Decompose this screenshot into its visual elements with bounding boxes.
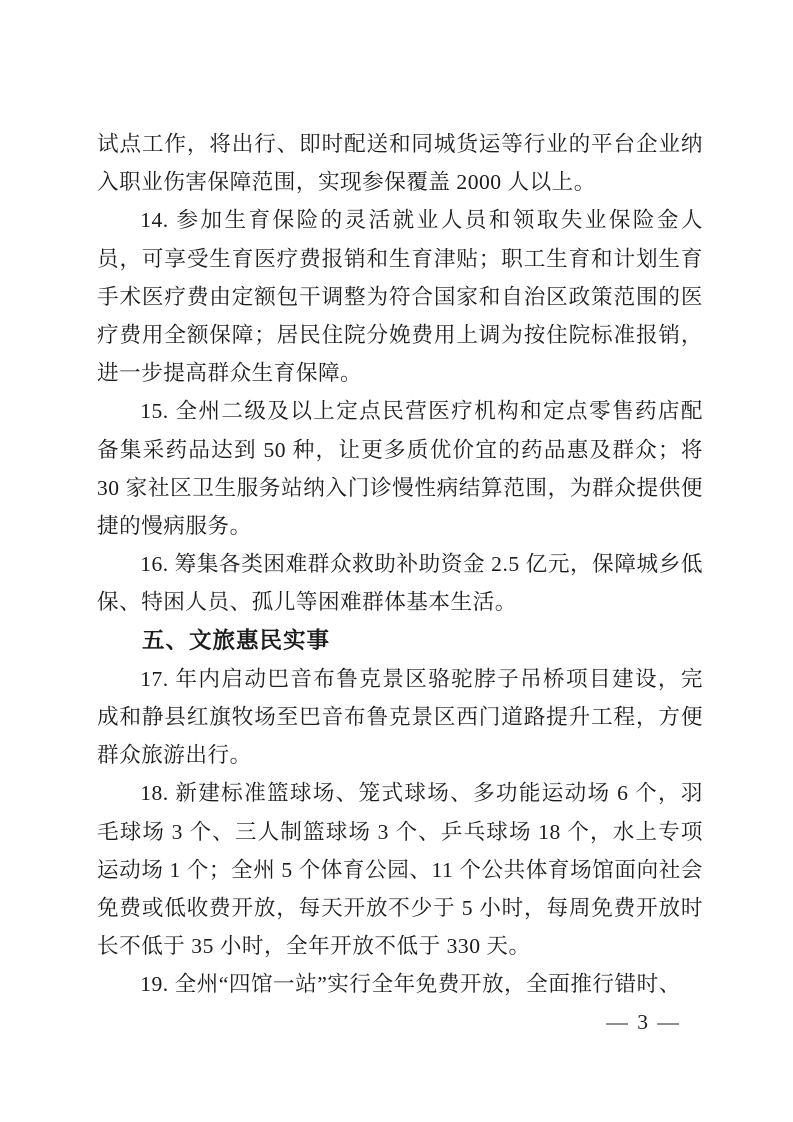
paragraph-item-18: 18. 新建标准篮球场、笼式球场、多功能运动场 6 个，羽毛球场 3 个、三人制篮球场 3 个、乒乓球场 18 个，水上专项运动场 1 个；全州 5 个体育公园、11 个公共体育场馆面向社会免费或低收费开放，每天开放不少于 5 小时，每周免费开放时长不低于 35 小时，全年开放不低于 330 天。 <box>97 781 703 959</box>
page-number: — 3 — <box>606 1010 681 1034</box>
paragraph-item-16: 16. 筹集各类困难群众救助补助资金 2.5 亿元，保障城乡低保、特困人员、孤儿等困难群体基本生活。 <box>97 552 703 615</box>
paragraph-item-17: 17. 年内启动巴音布鲁克景区骆驼脖子吊桥项目建设，完成和静县红旗牧场至巴音布鲁克景区西门道路提升工程，方便群众旅游出行。 <box>97 666 703 768</box>
paragraph-item-14: 14. 参加生育保险的灵活就业人员和领取失业保险金人员，可享受生育医疗费报销和生育津贴；职工生育和计划生育手术医疗费由定额包干调整为符合国家和自治区政策范围的医疗费用全额保障；居民住院分娩费用上调为按住院标准报销，进一步提高群众生育保障。 <box>97 208 703 386</box>
paragraph-item-19: 19. 全州“四馆一站”实行全年免费开放，全面推行错时、 <box>140 972 681 997</box>
section-heading-culture-tourism: 五、文旅惠民实事 <box>142 627 331 653</box>
paragraph-item-15: 15. 全州二级及以上定点民营医疗机构和定点零售药店配备集采药品达到 50 种，让更多质优价宜的药品惠及群众；将 30 家社区卫生服务站纳入门诊慢性病结算范围，为群众提供便捷的慢病服务。 <box>97 399 703 539</box>
document-body <box>97 125 703 1004</box>
paragraph-continuation: 试点工作，将出行、即时配送和同城货运等行业的平台企业纳入职业伤害保障范围，实现参保覆盖 2000 人以上。 <box>97 132 703 195</box>
